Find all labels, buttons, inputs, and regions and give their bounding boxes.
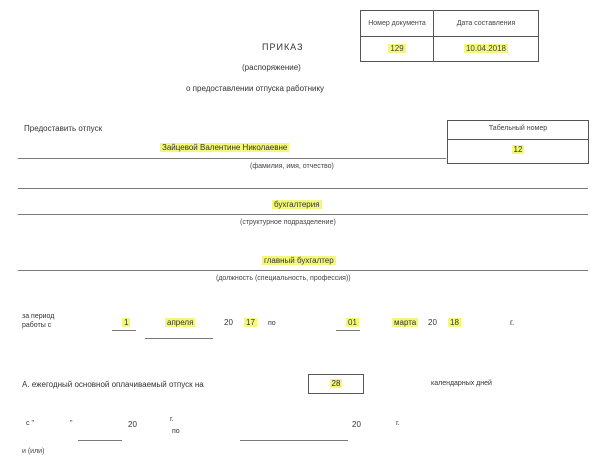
- bottom-month-line-1: [78, 440, 122, 441]
- employee-name-line: [18, 158, 446, 159]
- bottom-g-2: г.: [396, 420, 400, 427]
- document-header-table: [360, 10, 539, 62]
- bottom-quote-open: с ": [26, 420, 34, 427]
- period-from-day-line: [112, 330, 136, 331]
- position-value: главный бухгалтер: [264, 256, 334, 265]
- document-date-label: Дата составления: [434, 11, 539, 37]
- bottom-quote-close: ": [70, 420, 73, 427]
- period-from-day: 1: [124, 318, 129, 327]
- employee-name: Зайцевой Валентине Николаевне: [162, 143, 288, 152]
- order-title: ПРИКАЗ: [262, 42, 304, 52]
- department-line: [18, 214, 588, 215]
- tab-number-label: Табельный номер: [488, 125, 548, 132]
- bottom-month-line-2: [240, 440, 348, 441]
- bottom-g-1: г.: [170, 416, 174, 423]
- period-to-word: по: [268, 320, 276, 327]
- bottom-caption: и (или): [22, 448, 45, 455]
- period-to-year-prefix: 20: [428, 318, 437, 327]
- department-value: бухгалтерия: [274, 200, 320, 209]
- bottom-year-prefix-1: 20: [128, 420, 137, 429]
- order-subtitle: (распоряжение): [242, 63, 301, 72]
- grant-label: Предоставить отпуск: [24, 124, 103, 133]
- period-label-line1: за период: [22, 313, 55, 320]
- period-to-month: марта: [394, 318, 417, 327]
- days-box: 28: [308, 374, 364, 394]
- department-caption: (структурное подразделение): [240, 219, 336, 226]
- period-end-mark: г.: [510, 318, 515, 327]
- period-from-month: апреля: [167, 318, 194, 327]
- document-number-label: Номер документа: [361, 11, 434, 37]
- separator-line: [18, 188, 588, 189]
- section-a-label: А. ежегодный основной оплачиваемый отпуск на: [22, 380, 204, 389]
- bottom-year-prefix-2: 20: [352, 420, 361, 429]
- period-to-day: 01: [348, 318, 357, 327]
- days-unit: календарных дней: [431, 380, 492, 387]
- period-to-year: 18: [450, 318, 459, 327]
- tab-number-value: 12: [513, 145, 523, 154]
- period-from-month-line: [145, 338, 213, 339]
- period-from-year-prefix: 20: [224, 318, 233, 327]
- period-to-day-line: [336, 330, 360, 331]
- position-caption: (должность (специальность, профессия)): [216, 275, 351, 282]
- period-from-year: 17: [246, 318, 255, 327]
- order-about: о предоставлении отпуска работнику: [186, 84, 325, 93]
- position-line: [18, 270, 588, 271]
- document-number-value: 129: [361, 36, 434, 62]
- bottom-po: по: [172, 428, 180, 435]
- period-label-line2: работы с: [22, 322, 52, 329]
- tab-number-box: [447, 120, 589, 164]
- document-date-value: 10.04.2018: [434, 36, 539, 62]
- employee-name-caption: (фамилия, имя, отчество): [250, 163, 334, 170]
